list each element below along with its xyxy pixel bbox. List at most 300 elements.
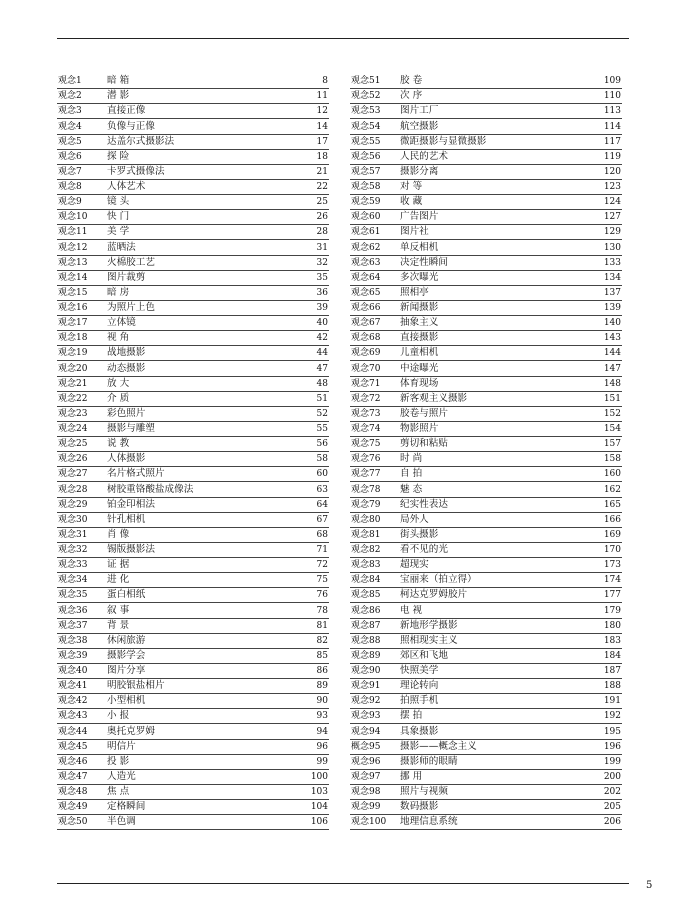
toc-entry-number: 观念2 <box>58 91 82 102</box>
toc-entry-number: 观念53 <box>351 106 381 117</box>
toc-entry-title: 摄影与雕塑 <box>107 423 155 434</box>
toc-entry-title: 介 质 <box>107 392 130 404</box>
toc-entry-title: 抽象主义 <box>400 317 439 329</box>
toc-entry-title: 广告图片 <box>400 211 439 223</box>
toc-entry-page: 180 <box>603 620 621 631</box>
toc-entry-page: 103 <box>310 787 328 797</box>
toc-entry[interactable] <box>350 256 622 271</box>
toc-entry-number: 观念66 <box>351 303 381 313</box>
toc-entry-page: 134 <box>603 272 621 283</box>
toc-entry[interactable] <box>57 437 329 452</box>
toc-entry[interactable] <box>57 543 329 558</box>
toc-entry-number: 观念15 <box>58 287 88 298</box>
toc-entry-title: 摄影学会 <box>107 649 146 661</box>
toc-entry-title: 半色调 <box>107 816 136 828</box>
toc-entry-title: 数码摄影 <box>400 801 439 813</box>
toc-entry-title: 锡版摄影法 <box>107 544 155 555</box>
toc-entry[interactable] <box>57 286 329 301</box>
toc-entry-number: 观念24 <box>58 424 88 434</box>
toc-entry[interactable] <box>350 755 622 770</box>
toc-entry-page: 177 <box>603 590 621 601</box>
toc-entry[interactable] <box>57 513 329 528</box>
toc-entry[interactable] <box>350 165 622 180</box>
toc-entry-title: 休闲旅游 <box>107 634 146 646</box>
toc-entry[interactable] <box>350 740 622 755</box>
toc-entry[interactable] <box>350 89 622 104</box>
toc-entry-number: 观念9 <box>58 197 82 208</box>
toc-entry-page: 113 <box>603 106 621 117</box>
toc-entry-page: 82 <box>316 635 328 646</box>
toc-entry-title: 剪切和粘贴 <box>400 438 448 450</box>
toc-entry-title: 直接摄影 <box>400 332 439 344</box>
toc-entry[interactable] <box>350 815 622 830</box>
toc-entry-page: 195 <box>603 726 621 737</box>
toc-entry-number: 观念23 <box>58 408 88 419</box>
toc-entry-page: 76 <box>316 590 328 601</box>
toc-entry[interactable] <box>350 664 622 679</box>
toc-entry-number: 观念68 <box>351 333 381 344</box>
toc-entry-page: 100 <box>310 771 328 782</box>
toc-entry-page: 58 <box>316 454 328 465</box>
toc-entry[interactable] <box>57 709 329 724</box>
toc-entry-page: 85 <box>316 650 328 661</box>
toc-entry-number: 观念80 <box>351 514 381 525</box>
toc-entry-title: 微距摄影与显微摄影 <box>400 135 487 147</box>
toc-entry-title: 宝丽来（拍立得） <box>400 574 477 586</box>
toc-entry[interactable] <box>350 271 622 286</box>
toc-entry-page: 75 <box>316 575 328 586</box>
toc-entry-title: 胶 卷 <box>400 75 423 87</box>
toc-entry-page: 35 <box>316 272 328 283</box>
toc-entry-title: 航空摄影 <box>400 120 439 132</box>
toc-entry-number: 观念82 <box>351 545 381 555</box>
toc-entry[interactable] <box>350 135 622 150</box>
toc-entry-number: 观念89 <box>351 650 381 661</box>
toc-entry-number: 观念94 <box>351 726 381 737</box>
toc-entry-title: 人体艺术 <box>107 181 146 192</box>
toc-entry-number: 观念51 <box>351 76 381 87</box>
toc-entry[interactable] <box>57 377 329 392</box>
toc-entry-title: 背 景 <box>107 619 130 631</box>
toc-entry-number: 观念3 <box>58 106 82 117</box>
toc-entry-title: 暗 房 <box>107 286 130 298</box>
toc-entry-title: 挪 用 <box>400 770 423 782</box>
toc-entry-page: 120 <box>603 166 621 177</box>
toc-entry[interactable] <box>57 301 329 316</box>
toc-entry-title: 街头摄影 <box>400 528 439 540</box>
toc-entry[interactable] <box>350 74 622 89</box>
toc-entry-number: 观念27 <box>58 469 88 480</box>
toc-entry-title: 图片裁剪 <box>107 271 146 283</box>
toc-entry[interactable] <box>350 694 622 709</box>
toc-entry-page: 158 <box>603 454 621 465</box>
toc-entry-number: 观念11 <box>58 227 88 238</box>
toc-entry[interactable] <box>57 452 329 467</box>
toc-entry-page: 52 <box>316 408 328 419</box>
toc-entry-number: 观念55 <box>351 136 381 147</box>
toc-entry[interactable] <box>57 150 329 165</box>
toc-entry[interactable] <box>57 422 329 437</box>
toc-entry-page: 64 <box>316 499 328 510</box>
toc-entry-title: 新闻摄影 <box>400 302 439 313</box>
toc-entry-title: 证 据 <box>107 559 130 571</box>
toc-entry[interactable] <box>350 195 622 210</box>
toc-entry-title: 焦 点 <box>107 786 130 797</box>
toc-entry[interactable] <box>57 467 329 482</box>
toc-entry-number: 观念16 <box>58 303 88 313</box>
toc-entry[interactable] <box>350 361 622 376</box>
toc-entry-number: 观念88 <box>351 635 381 646</box>
toc-entry[interactable] <box>57 407 329 422</box>
toc-entry-number: 观念30 <box>58 514 88 525</box>
toc-entry-title: 快照美学 <box>400 665 439 676</box>
toc-entry-title: 照片与视频 <box>400 786 448 797</box>
toc-entry-page: 184 <box>603 650 621 661</box>
toc-entry[interactable] <box>350 543 622 558</box>
toc-entry[interactable] <box>57 755 329 770</box>
toc-entry-number: 观念56 <box>351 151 381 162</box>
toc-entry-title: 进 化 <box>107 574 130 586</box>
toc-entry-title: 说 教 <box>107 438 130 450</box>
toc-entry-number: 观念63 <box>351 257 381 268</box>
toc-entry[interactable] <box>57 649 329 664</box>
toc-entry[interactable] <box>57 482 329 497</box>
toc-entry[interactable] <box>350 422 622 437</box>
toc-entry-number: 观念42 <box>58 696 88 707</box>
toc-entry-title: 直接正像 <box>107 105 146 117</box>
toc-entry[interactable] <box>350 634 622 649</box>
toc-entry-page: 174 <box>603 575 621 586</box>
toc-entry[interactable] <box>350 301 622 316</box>
toc-entry[interactable] <box>350 377 622 392</box>
toc-entry-page: 199 <box>603 756 621 767</box>
toc-entry-title: 新客观主义摄影 <box>400 392 468 404</box>
toc-entry-title: 新地形学摄影 <box>400 619 458 631</box>
toc-entry[interactable] <box>57 135 329 150</box>
toc-entry[interactable] <box>57 331 329 346</box>
toc-entry-number: 观念98 <box>351 787 381 797</box>
toc-entry[interactable] <box>57 256 329 271</box>
toc-entry-page: 21 <box>316 166 328 177</box>
toc-entry-page: 119 <box>603 151 621 162</box>
toc-entry-page: 94 <box>316 726 328 737</box>
toc-entry-number: 观念8 <box>58 182 82 192</box>
toc-entry-number: 观念54 <box>351 121 381 132</box>
toc-entry-title: 潜 影 <box>107 90 130 102</box>
toc-entry-page: 196 <box>603 741 621 752</box>
toc-entry-title: 对 等 <box>400 181 423 192</box>
toc-entry[interactable] <box>350 573 622 588</box>
toc-entry-page: 139 <box>603 303 621 313</box>
toc-entry-number: 观念18 <box>58 333 88 344</box>
toc-entry[interactable] <box>350 437 622 452</box>
toc-entry[interactable] <box>57 634 329 649</box>
toc-entry-number: 观念48 <box>58 787 88 797</box>
toc-entry-page: 143 <box>603 333 621 344</box>
toc-entry[interactable] <box>57 785 329 800</box>
toc-entry-title: 照相现实主义 <box>400 634 458 646</box>
toc-entry-title: 地理信息系统 <box>400 816 458 828</box>
toc-entry-title: 看不见的光 <box>400 544 448 555</box>
toc-entry[interactable] <box>350 619 622 634</box>
toc-entry-number: 观念75 <box>351 439 381 450</box>
toc-entry-page: 206 <box>603 817 621 828</box>
toc-entry-page: 127 <box>603 212 621 223</box>
toc-entry-number: 观念36 <box>58 605 88 616</box>
toc-entry[interactable] <box>57 740 329 755</box>
toc-entry[interactable] <box>350 286 622 301</box>
toc-entry[interactable] <box>350 180 622 195</box>
toc-entry[interactable] <box>57 770 329 785</box>
toc-entry-title: 蛋白相纸 <box>107 589 146 601</box>
toc-entry[interactable] <box>57 89 329 104</box>
toc-entry-page: 166 <box>603 514 621 525</box>
toc-entry-page: 137 <box>603 287 621 298</box>
toc-entry-title: 定格瞬间 <box>107 801 146 813</box>
toc-entry[interactable] <box>57 119 329 134</box>
toc-entry-page: 44 <box>316 348 328 359</box>
toc-entry-page: 106 <box>310 817 328 828</box>
toc-entry-number: 观念52 <box>351 91 381 102</box>
toc-entry-number: 观念7 <box>58 166 82 177</box>
toc-entry-number: 观念90 <box>351 666 381 676</box>
toc-entry[interactable] <box>57 165 329 180</box>
toc-entry-page: 47 <box>316 363 328 374</box>
toc-entry-title: 视 角 <box>107 332 130 344</box>
toc-entry-number: 观念26 <box>58 454 88 465</box>
toc-entry-number: 观念33 <box>58 560 88 571</box>
toc-entry-page: 31 <box>316 242 328 253</box>
toc-entry-number: 观念62 <box>351 242 381 253</box>
toc-entry-number: 观念10 <box>58 212 88 223</box>
toc-entry[interactable] <box>57 664 329 679</box>
toc-entry-title: 铂金印相法 <box>107 498 155 510</box>
toc-entry[interactable] <box>57 225 329 240</box>
toc-entry-number: 观念13 <box>58 257 88 268</box>
toc-entry-page: 123 <box>603 182 621 192</box>
toc-entry-number: 观念77 <box>351 469 381 480</box>
toc-entry[interactable] <box>57 271 329 286</box>
toc-entry-number: 观念60 <box>351 212 381 223</box>
toc-entry[interactable] <box>350 770 622 785</box>
toc-entry-number: 观念14 <box>58 272 88 283</box>
toc-entry-title: 小型相机 <box>107 695 146 707</box>
toc-entry-page: 25 <box>316 197 328 208</box>
toc-entry[interactable] <box>57 528 329 543</box>
toc-entry-number: 观念5 <box>58 136 82 147</box>
toc-entry[interactable] <box>350 316 622 331</box>
toc-entry[interactable] <box>57 361 329 376</box>
toc-column-left <box>57 74 329 830</box>
toc-entry[interactable] <box>350 588 622 603</box>
toc-entry-page: 160 <box>603 469 621 480</box>
toc-entry-title: 时 尚 <box>400 453 423 465</box>
toc-entry-title: 次 序 <box>400 90 423 102</box>
toc-entry-title: 图片工厂 <box>400 105 439 117</box>
toc-entry-title: 放 大 <box>107 377 130 389</box>
toc-entry-page: 202 <box>603 787 621 797</box>
toc-entry[interactable] <box>350 392 622 407</box>
toc-entry[interactable] <box>57 724 329 739</box>
toc-entry[interactable] <box>350 346 622 361</box>
toc-entry[interactable] <box>350 482 622 497</box>
toc-entry-page: 8 <box>322 76 328 87</box>
toc-entry-number: 观念28 <box>58 484 88 495</box>
toc-entry[interactable] <box>350 785 622 800</box>
toc-entry-number: 观念43 <box>58 711 88 722</box>
toc-entry-number: 观念99 <box>351 802 381 813</box>
toc-entry-title: 叙 事 <box>107 604 130 616</box>
toc-entry-page: 157 <box>603 439 621 450</box>
toc-entry-title: 卡罗式摄像法 <box>107 165 165 177</box>
toc-entry-number: 观念92 <box>351 696 381 707</box>
toc-entry-page: 133 <box>603 257 621 268</box>
toc-entry-title: 人民的艺术 <box>400 150 448 162</box>
toc-entry-page: 68 <box>316 529 328 540</box>
toc-entry-title: 树胶重铬酸盐成像法 <box>107 483 194 495</box>
toc-entry-title: 明信片 <box>107 740 136 752</box>
toc-entry-page: 169 <box>603 529 621 540</box>
toc-entry-page: 130 <box>603 242 621 253</box>
toc-entry[interactable] <box>57 815 329 830</box>
toc-entry-number: 观念38 <box>58 635 88 646</box>
toc-entry-number: 观念22 <box>58 393 88 404</box>
toc-entry-title: 照相亭 <box>400 286 429 298</box>
top-rule <box>57 38 629 39</box>
toc-entry-title: 快 门 <box>107 211 130 223</box>
toc-entry-page: 71 <box>316 545 328 555</box>
toc-entry-number: 观念12 <box>58 242 88 253</box>
toc-entry-page: 188 <box>603 681 621 692</box>
toc-entry-page: 151 <box>603 393 621 404</box>
toc-entry-number: 观念65 <box>351 287 381 298</box>
toc-entry[interactable] <box>57 588 329 603</box>
toc-entry-title: 火棉胶工艺 <box>107 256 155 268</box>
toc-entry-title: 摄影分离 <box>400 165 439 177</box>
toc-entry[interactable] <box>57 74 329 89</box>
toc-entry[interactable] <box>350 407 622 422</box>
toc-entry-page: 56 <box>316 439 328 450</box>
toc-entry-page: 114 <box>603 121 621 132</box>
toc-entry-title: 理论转向 <box>400 680 439 692</box>
toc-entry[interactable] <box>57 210 329 225</box>
toc-entry[interactable] <box>57 573 329 588</box>
toc-entry-page: 129 <box>603 227 621 238</box>
toc-entry[interactable] <box>350 679 622 694</box>
toc-entry[interactable] <box>57 619 329 634</box>
toc-entry-title: 肖 像 <box>107 528 130 540</box>
toc-entry[interactable] <box>350 709 622 724</box>
toc-entry-page: 93 <box>316 711 328 722</box>
toc-entry[interactable] <box>57 558 329 573</box>
toc-entry-title: 决定性瞬间 <box>400 256 448 268</box>
toc-entry-page: 42 <box>316 333 328 344</box>
toc-entry-page: 183 <box>603 635 621 646</box>
toc-entry[interactable] <box>350 800 622 815</box>
toc-entry-page: 96 <box>316 741 328 752</box>
toc-entry-number: 观念37 <box>58 620 88 631</box>
toc-entry-number: 观念59 <box>351 197 381 208</box>
toc-entry-number: 观念69 <box>351 348 381 359</box>
toc-entry-title: 中途曝光 <box>400 362 439 374</box>
toc-entry-number: 概念95 <box>351 741 381 752</box>
toc-entry-title: 人造光 <box>107 770 136 782</box>
toc-entry-page: 165 <box>603 499 621 510</box>
toc-entry-number: 观念44 <box>58 726 88 737</box>
toc-entry[interactable] <box>57 694 329 709</box>
toc-entry-title: 摆 拍 <box>400 710 423 722</box>
toc-entry[interactable] <box>57 316 329 331</box>
toc-entry[interactable] <box>350 331 622 346</box>
toc-entry-number: 观念4 <box>58 121 82 132</box>
toc-entry[interactable] <box>350 724 622 739</box>
toc-entry[interactable] <box>57 195 329 210</box>
toc-entry-page: 67 <box>316 514 328 525</box>
toc-entry-page: 205 <box>603 802 621 813</box>
toc-entry[interactable] <box>350 225 622 240</box>
toc-entry[interactable] <box>350 452 622 467</box>
toc-entry[interactable] <box>350 119 622 134</box>
toc-entry[interactable] <box>350 150 622 165</box>
toc-entry[interactable] <box>350 528 622 543</box>
toc-entry-number: 观念45 <box>58 741 88 752</box>
toc-entry-page: 152 <box>603 408 621 419</box>
toc-entry-page: 36 <box>316 287 328 298</box>
toc-entry-number: 观念74 <box>351 424 381 434</box>
toc-entry-page: 39 <box>316 303 328 313</box>
toc-entry-number: 观念39 <box>58 650 88 661</box>
toc-entry-page: 109 <box>603 76 621 87</box>
toc-entry-title: 镜 头 <box>107 196 130 208</box>
toc-entry-title: 单反相机 <box>400 241 439 253</box>
toc-entry-page: 18 <box>316 151 328 162</box>
toc-entry-title: 郊区和飞地 <box>400 649 448 661</box>
toc-entry-page: 28 <box>316 227 328 238</box>
toc-entry-number: 观念32 <box>58 545 88 555</box>
toc-entry-title: 为照片上色 <box>107 302 155 313</box>
toc-entry[interactable] <box>57 498 329 513</box>
toc-entry[interactable] <box>350 240 622 255</box>
toc-entry[interactable] <box>57 180 329 195</box>
toc-entry-title: 收 藏 <box>400 196 423 208</box>
toc-entry[interactable] <box>350 498 622 513</box>
toc-entry-title: 摄影——概念主义 <box>400 740 477 752</box>
toc-entry[interactable] <box>350 104 622 119</box>
toc-entry[interactable] <box>350 467 622 482</box>
toc-entry[interactable] <box>350 513 622 528</box>
toc-entry[interactable] <box>57 679 329 694</box>
toc-entry[interactable] <box>350 210 622 225</box>
toc-entry-title: 负像与正像 <box>107 120 155 132</box>
toc-entry-page: 22 <box>316 182 328 192</box>
toc-entry-page: 89 <box>316 681 328 692</box>
toc-entry-number: 观念34 <box>58 575 88 586</box>
toc-entry-title: 图片分享 <box>107 665 146 676</box>
toc-entry[interactable] <box>57 603 329 618</box>
toc-entry[interactable] <box>57 800 329 815</box>
toc-entry[interactable] <box>57 240 329 255</box>
toc-entry-title: 达盖尔式摄影法 <box>107 135 175 147</box>
toc-entry[interactable] <box>350 603 622 618</box>
toc-entry[interactable] <box>57 104 329 119</box>
toc-entry-title: 立体镜 <box>107 317 136 329</box>
toc-entry-page: 124 <box>603 197 621 208</box>
toc-entry[interactable] <box>57 346 329 361</box>
toc-entry[interactable] <box>350 649 622 664</box>
toc-entry-number: 观念25 <box>58 439 88 450</box>
toc-entry[interactable] <box>57 392 329 407</box>
toc-entry[interactable] <box>350 558 622 573</box>
